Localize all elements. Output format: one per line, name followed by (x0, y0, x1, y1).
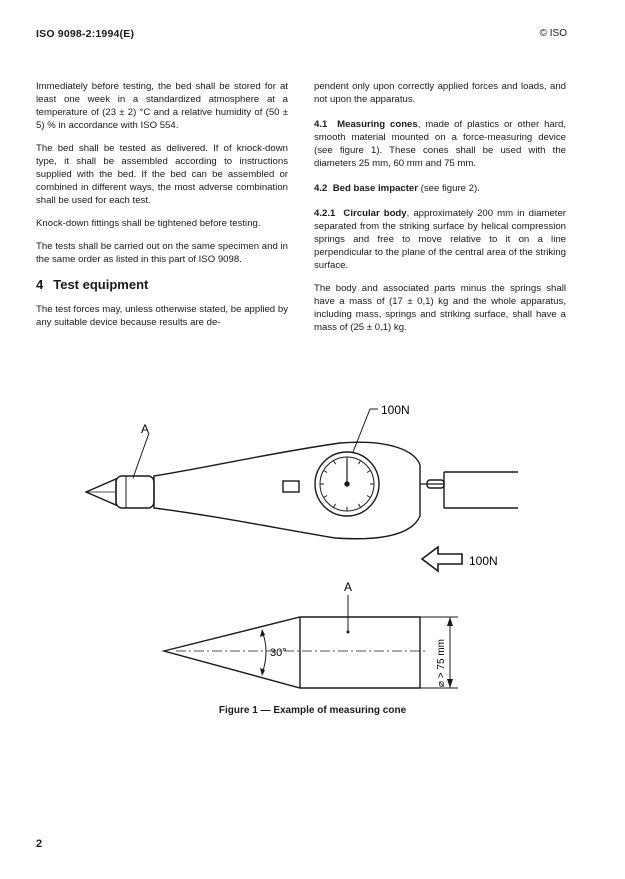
paragraph-assembly: The bed shall be tested as delivered. If of knock-down type, it shall be assembled according to instructions supplied with the bed. If the bed can be assembled or combined in different ways, the most adverse combination shall be used for each test. (36, 143, 288, 206)
standard-id: ISO 9098-2:1994(E) (36, 28, 135, 40)
right-column (314, 80, 566, 344)
angle-arrow-bottom (260, 668, 265, 676)
label-a-top-leader (133, 433, 149, 478)
circular-body-text: , approximately 200 mm in diameter separated from the striking surface by helical compression springs and free to move relative to it on a line perpendicular to the plane of the central area of the striking surface. (314, 208, 566, 271)
gauge-neck (116, 476, 154, 508)
label-a-top: A (141, 422, 150, 436)
arrow-label: 100N (469, 554, 498, 568)
paragraph-conditioning: Immediately before testing, the bed shall be stored for at least one week in a standardized atmosphere at a temperature of (23 ± 2) °C and a relative humidity of (50 ± 5) % in accordance with ISO 554. (36, 81, 288, 131)
cone-detail-drawing (164, 595, 458, 688)
paragraph-test-order: The tests shall be carried out on the same specimen and in the same order as listed in this part of ISO 9098. (36, 241, 288, 265)
force-gauge-drawing (86, 409, 518, 539)
label-a-bottom-dot (347, 631, 350, 634)
figure-caption: Figure 1 — Example of measuring cone (218, 705, 407, 716)
angle-arrow-top (260, 629, 265, 637)
figure-measuring-cone (0, 395, 625, 705)
section-heading (36, 278, 288, 291)
dimension-arrow-top (447, 617, 453, 626)
gauge-label: 100N (381, 403, 410, 417)
section-title-bed-base-impacter: Bed base impacter (332, 183, 419, 194)
paragraph-fittings: Knock-down fittings shall be tightened before testing. (36, 218, 261, 229)
left-column (36, 80, 288, 339)
page-number: 2 (36, 838, 43, 850)
copyright: © ISO (539, 28, 567, 39)
paragraph-mass: The body and associated parts minus the springs shall have a mass of (17 ± 0,1) kg and the whole apparatus, including mass, springs and striking surface, shall have a mass of (25 ± 0,1) kg. (314, 283, 566, 333)
section-title-measuring-cones: Measuring cones (337, 119, 418, 130)
cone-detail-outline (164, 617, 420, 688)
gauge-body (154, 442, 420, 539)
diameter-label: ⌀ > 75 mm (436, 639, 447, 687)
section-number: 4 (36, 277, 44, 292)
paragraph-test-forces: The test forces may, unless otherwise stated, be applied by any suitable device because results are de- (36, 304, 288, 328)
gauge-leader (353, 409, 370, 452)
section-number-4-2-1: 4.2.1 (314, 208, 336, 219)
paragraph-circular-body (314, 207, 566, 272)
paragraph-continuation: pendent only upon correctly applied forces and loads, and not upon the apparatus. (314, 81, 566, 105)
dimension-arrow-bottom (447, 679, 453, 688)
angle-arc (262, 631, 266, 674)
bed-base-impacter-text: (see figure 2). (418, 183, 480, 194)
dial-hub (345, 482, 349, 486)
section-title: Test equipment (53, 277, 149, 292)
section-number-4-2: 4.2 (314, 183, 328, 194)
force-arrow (422, 547, 462, 571)
section-number-4-1: 4.1 (314, 119, 328, 130)
measuring-cones-text: , made of plastics or other hard, smooth material mounted on a force-measuring device (see figure 1). These cones shall be used with the diameters 25 mm, 60 mm and 75 mm. (314, 119, 566, 169)
paragraph-bed-base-impacter (314, 182, 566, 195)
gauge-window (283, 481, 299, 492)
paragraph-measuring-cones (314, 118, 566, 170)
section-title-circular-body: Circular body (343, 208, 407, 219)
angle-label: 30° (270, 647, 287, 659)
label-a-bottom: A (344, 580, 353, 594)
handle-outline (444, 472, 518, 508)
